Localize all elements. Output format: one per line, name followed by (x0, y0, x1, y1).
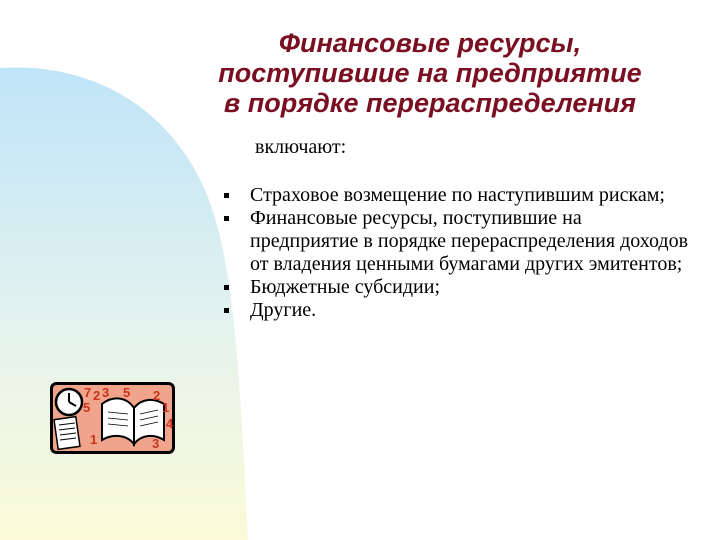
title-line-2: поступившие на предприятие (218, 58, 642, 88)
list-item-text: Бюджетные субсидии; (250, 276, 441, 298)
list-item-text: Страховое возмещение по наступившим рискам; (250, 184, 665, 206)
title-line-1: Финансовые ресурсы, (278, 28, 582, 58)
list-item (224, 184, 694, 207)
list-item (224, 299, 694, 322)
clipart-number: 1 (162, 400, 170, 415)
list-item-text: Финансовые ресурсы, поступившие на предприятие в порядке перераспределения доходов от владения ценными бумагами других эмитентов; (250, 207, 689, 275)
clipart-number: 1 (90, 432, 98, 447)
square-bullet-icon (224, 308, 229, 313)
square-bullet-icon (224, 216, 229, 221)
square-bullet-icon (224, 285, 229, 290)
subtitle: включают: (255, 136, 347, 158)
list-item (224, 207, 694, 276)
square-bullet-icon (224, 193, 229, 198)
clipart-number: 5 (83, 400, 91, 415)
list-item (224, 276, 694, 299)
clipart-number: 3 (152, 436, 160, 451)
clipart-number: 7 (84, 385, 92, 400)
list-item-text: Другие. (250, 299, 317, 321)
clipart-number: 2 (153, 388, 161, 403)
clipart-number: 5 (123, 385, 131, 400)
title-line-3: в порядке перераспределения (223, 88, 637, 118)
bullet-list (224, 184, 694, 322)
book-clock-clipart (50, 382, 175, 454)
clipart-number: 3 (102, 385, 110, 400)
clipart-number: 2 (93, 388, 101, 403)
clipart-number: 4 (166, 416, 174, 431)
clock-icon (56, 389, 82, 415)
slide-title (150, 28, 710, 118)
notepad-icon (54, 417, 80, 450)
